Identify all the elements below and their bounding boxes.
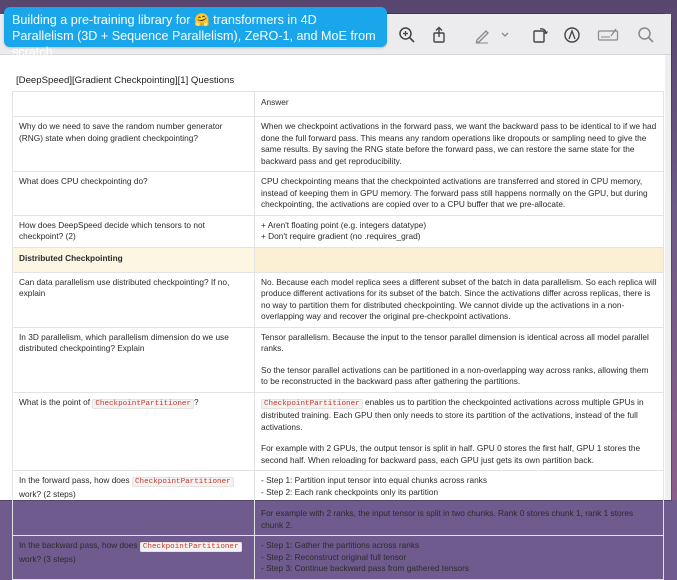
table-row [13,272,664,327]
question-cell [13,471,255,536]
answer-paragraph: For example with 2 ranks, the input tensor is split in two chunks. Rank 0 stores chunk 1, rank 1 stores chunk 2. [261,508,634,530]
section-blank-cell [255,247,664,272]
question-cell: What does CPU checkpointing do? [13,172,255,216]
question-cell [13,536,255,580]
banner-text: transformers in 4D Parallelism (3D + Sequence Parallelism), ZeRO-1, and MoE from scratch [12,13,376,59]
answer-text: enables us to partition the checkpointed activations across multiple GPUs in distributed training. Each GPU then only needs to store its partition of the activations, instead of the full activations. [261,396,644,432]
title-banner [4,7,387,59]
answer-cell [255,392,664,471]
question-text: work? (3 steps) [19,553,76,564]
question-cell: How does DeepSpeed decide which tensors to not checkpoint? (2) [13,215,255,247]
question-cell [13,392,255,471]
answer-paragraph: For example with 2 GPUs, the output tensor is split in half. GPU 0 stores the first half, GPU 1 stores the second half. When reloading for backward pass, each GPU just gets its own partition back. [261,443,641,465]
preview-window [0,14,671,573]
search-icon[interactable] [637,26,655,44]
answer-paragraph: Tensor parallelism. Because the input to the tensor parallel dimension is identical across all model parallel ranks. [261,331,649,353]
question-text: What is the point of [19,396,93,407]
chevron-down-icon[interactable] [500,26,510,44]
inline-code: CheckpointPartitioner [92,399,194,409]
answer-line: - Step 2: Reconstruct original full tensor [261,551,407,562]
answer-cell: When we checkpoint activations in the forward pass, we want the backward pass to be identical to if we had done the full forward pass. This means any random operations like dropouts or sampling need to give the same results. By saving the RNG state before the forward pass, we can restore the same state for the backward pass and get reproducibility. [255,117,664,172]
paragraph-gap [261,498,657,508]
table-row [13,117,664,172]
answer-cell [255,327,664,392]
table-row [13,536,664,580]
answer-paragraph [261,397,657,434]
form-fill-icon[interactable] [597,26,619,44]
rotate-icon[interactable] [531,26,549,44]
inline-code: CheckpointPartitioner [140,542,242,552]
answer-line: - Step 1: Partition input tensor into equal chunks across ranks [261,475,487,485]
document-page [0,55,671,573]
zoom-in-icon[interactable] [398,26,416,44]
table-row [13,327,664,392]
pen-icon[interactable] [473,26,491,44]
qa-table [12,91,664,580]
answer-line: - Step 1: Gather the partitions across ranks [261,540,420,550]
answer-cell [255,215,664,247]
table-row [13,471,664,536]
share-icon[interactable] [430,26,448,44]
answer-cell [255,536,664,580]
answer-line: - Step 3: Continue backward pass from gathered tensors [261,563,469,573]
question-cell: Can data parallelism use distributed checkpointing? If no, explain [13,272,255,327]
answer-line: + Aren't floating point (e.g. integers datatype) [261,219,427,230]
answer-line: + Don't require gradient (no .requires_grad) [261,231,421,241]
hugging-face-emoji-icon: 🤗 [194,13,210,27]
question-cell: In 3D parallelism, which parallelism dimension do we use distributed checkpointing? Explain [13,327,255,392]
answer-cell: CPU checkpointing means that the checkpointed activations are transferred and stored in CPU memory, instead of keeping them in GPU memory. The forward pass still happens normally on the GPU, but during checkpointing, the activations are copied over to a CPU buffer that we pre-allocate. [255,172,664,216]
question-text: ? [194,396,199,407]
paragraph-gap [261,433,657,443]
table-header-row [13,92,664,117]
scrollbar[interactable] [665,55,671,500]
answer-cell [255,471,664,536]
question-text: In the forward pass, how does [19,475,132,485]
question-cell: Why do we need to save the random number generator (RNG) state when doing gradient checkpointing? [13,117,255,172]
section-row [13,247,664,272]
header-answer-cell: Answer [255,92,664,117]
table-row [13,215,664,247]
paragraph-gap [261,355,657,365]
breadcrumb: [DeepSpeed][Gradient Checkpointing][1] Questions [16,75,235,86]
answer-paragraph: So the tensor parallel activations can be partitioned in a non-overlapping way across ranks, allowing them to be reconstructed in the backward pass after gathering the partitions. [261,364,649,386]
section-title: Distributed Checkpointing [13,247,255,272]
table-row [13,392,664,471]
banner-text: Building a pre-training library for [12,13,194,27]
markup-icon[interactable] [563,26,581,44]
inline-code: CheckpointPartitioner [261,399,363,409]
table-row [13,172,664,216]
header-question-cell [13,92,255,117]
answer-line: - Step 2: Each rank checkpoints only its partition [261,486,439,497]
answer-cell: No. Because each model replica sees a different subset of the batch in data parallelism. So each replica will produce different activations for its subset of the batch. Since the activations differ across replicas, there is no way to partition them for distributed checkpointing. We cannot divide up the activations in a non-overlapping way and recover the original pre-checkpoint activations. [255,272,664,327]
inline-code: CheckpointPartitioner [132,477,234,487]
question-text: In the backward pass, how does [19,540,140,550]
question-text: work? (2 steps) [19,488,76,499]
